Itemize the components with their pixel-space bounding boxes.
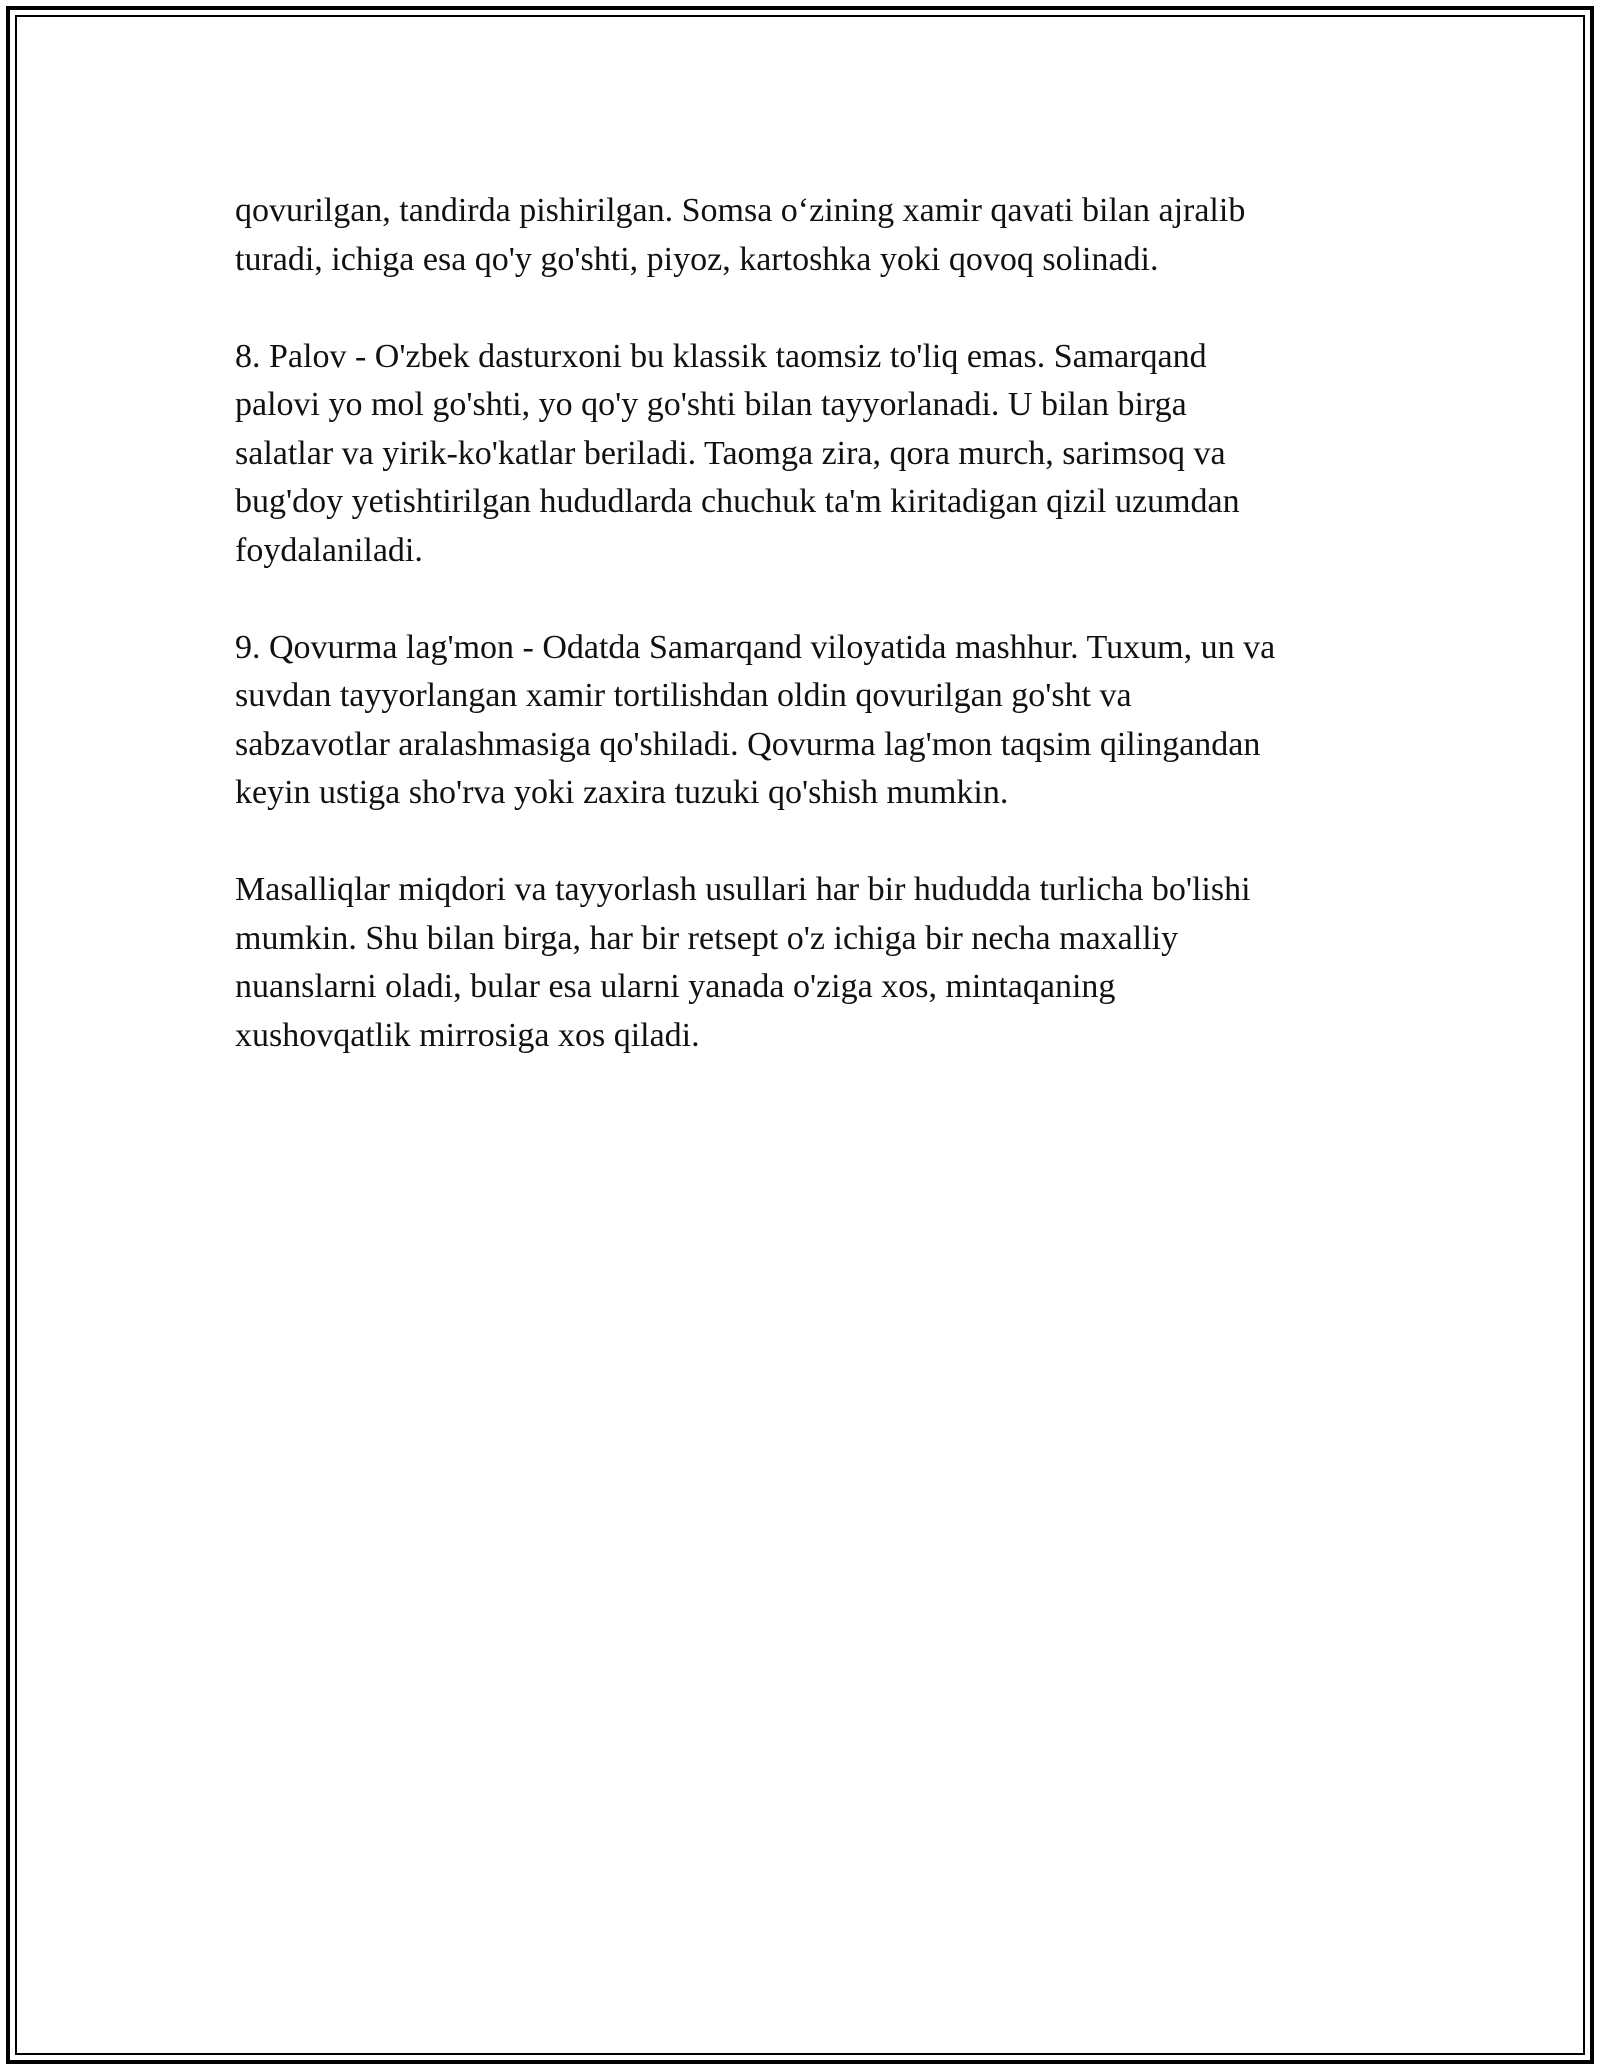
paragraph-qovurma-lagmon: 9. Qovurma lag'mon - Odatda Samarqand viloyatida mashhur. Tuxum, un va suvdan tayyorlangan xamir tortilishdan oldin qovurilgan go'sht va sabzavotlar aralashmasiga qo'shiladi. Qovurma lag'mon taqsim qilingandan keyin ustiga sho'rva yoki zaxira tuzuki qo'shish mumkin.: [235, 628, 1276, 811]
paragraph-conclusion: Masalliqlar miqdori va tayyorlash usullari har bir hududda turlicha bo'lishi mumkin. Shu bilan birga, har bir retsept o'z ichiga bir necha maxalliy nuanslarni oladi, bular esa ularni yanada o'ziga xos, mintaqaning xushovqatlik mirrosiga xos qiladi.: [235, 871, 1251, 1054]
document-body: [235, 187, 1370, 1109]
paragraph-palov: 8. Palov - O'zbek dasturxoni bu klassik taomsiz to'liq emas. Samarqand palovi yo mol go'shti, yo qo'y go'shti bilan tayyorlanadi. U bilan birga salatlar va yirik-ko'katlar beriladi. Taomga zira, qora murch, sarimsoq va bug'doy yetishtirilgan hududlarda chuchuk ta'm kiritadigan qizil uzumdan foydalaniladi.: [235, 337, 1240, 569]
paragraph-somsa-continuation: qovurilgan, tandirda pishirilgan. Somsa o‘zining xamir qavati bilan ajralib turadi, ichiga esa qo'y go'shti, piyoz, kartoshka yoki qovoq solinadi.: [235, 192, 1246, 278]
